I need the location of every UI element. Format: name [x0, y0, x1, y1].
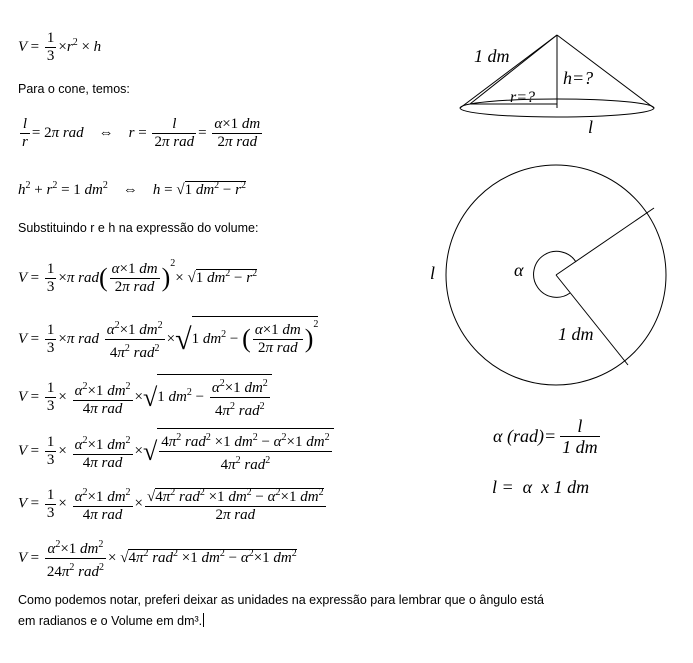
substitution-intro-text: Substituindo r e h na expressão do volume: — [18, 221, 259, 235]
sector-radius-lower — [556, 275, 628, 365]
equation-step-4: V = $\frac{1}{3}$ × $\frac{\alpha^2\times 1 dm^2}{\text{4π rad}}$ ×√ $\frac{4\pi^2 rad^2 \times 1 dm^2 - \alpha^2\times 1 dm^2}{4\pi^2 rad^2}$ — [18, 428, 334, 474]
alpha-formula-lhs: α (rad)= — [493, 426, 557, 446]
alpha-formula-numerator: l — [560, 416, 600, 437]
sector-angle-label: α — [514, 260, 524, 280]
equation-step-3: V = $\frac{1}{3}$ × $\frac{\alpha^2\times 1 dm^2}{\text{4π rad}}$ ×√1 $dm^2$ − $\frac{\alpha^2\times 1 dm^2}{4\pi^2 rad^2}$ — [18, 374, 272, 420]
cone-radius-label: r=? — [510, 89, 536, 106]
cone-circumference-label: l — [588, 117, 594, 137]
cone-slant-label: 1 dm — [474, 46, 510, 66]
volume-formula: V = $\frac{1}{3}$ $\times r^2 \times h$ — [18, 30, 102, 64]
angle-arc — [534, 251, 576, 297]
alpha-formula — [493, 416, 602, 457]
sector-radius-upper — [556, 208, 654, 275]
equation-step-2: V = $\frac{1}{3}$ ×π rad $\frac{\alpha^2\times 1 dm^2}{4\pi^2 rad^2}$ ×√1 $dm^2$ − ( $\frac{\alpha\times 1 dm}{\text{2π rad}}$ )$^2$ — [18, 316, 318, 362]
cone-height-label: h=? — [563, 68, 594, 88]
conclusion-line-1: Como podemos notar, preferi deixar as unidades na expressão para lembrar que o ângulo está — [18, 593, 545, 607]
arc-length-formula: l = α x 1 dm — [492, 477, 590, 497]
cone-intro-text: Para o cone, temos: — [18, 82, 130, 96]
sector-diagram — [446, 165, 666, 385]
equation-step-1: V = $\frac{1}{3}$ ×π rad( $\frac{\alpha\times 1 dm}{\text{2π rad}}$ )$^2$× √1 $dm^2 - r^2$ — [18, 258, 258, 296]
alpha-formula-denominator: 1 dm — [562, 437, 598, 457]
equation-step-6: V = $\frac{\alpha^2\times 1 dm^2}{24\pi^2 rad^2}$ × $√4\pi^2$ rad$^2$ ×1 $dm^2 - \alpha^2\times 1$ $dm^2$ — [18, 536, 297, 581]
relation-h-r: $h^2 + r^2 = 1$ $dm^2$ ⇔ h = √1 $dm^2 - r^2$ — [18, 180, 246, 198]
sector-radius-label: 1 dm — [558, 324, 594, 344]
relation-l-r: $\frac{l}{r}$ = 2π rad ⇔ r = $\frac{l}{\text{2π rad}}$ = $\frac{\alpha\times 1 dm}{\text{2π rad}}$ — [22, 116, 261, 150]
conclusion-line-2: em radianos e o Volume em dm³. — [18, 614, 203, 628]
sector-arc-label: l — [430, 263, 436, 283]
equation-step-5: V = $\frac{1}{3}$ × $\frac{\alpha^2\times 1 dm^2}{\text{4π rad}}$ × $\frac{√4\pi^2 rad^2 \times 1 dm^2 - \alpha^2\times 1 dm^2}{\text{2π rad}}$ — [18, 484, 328, 524]
